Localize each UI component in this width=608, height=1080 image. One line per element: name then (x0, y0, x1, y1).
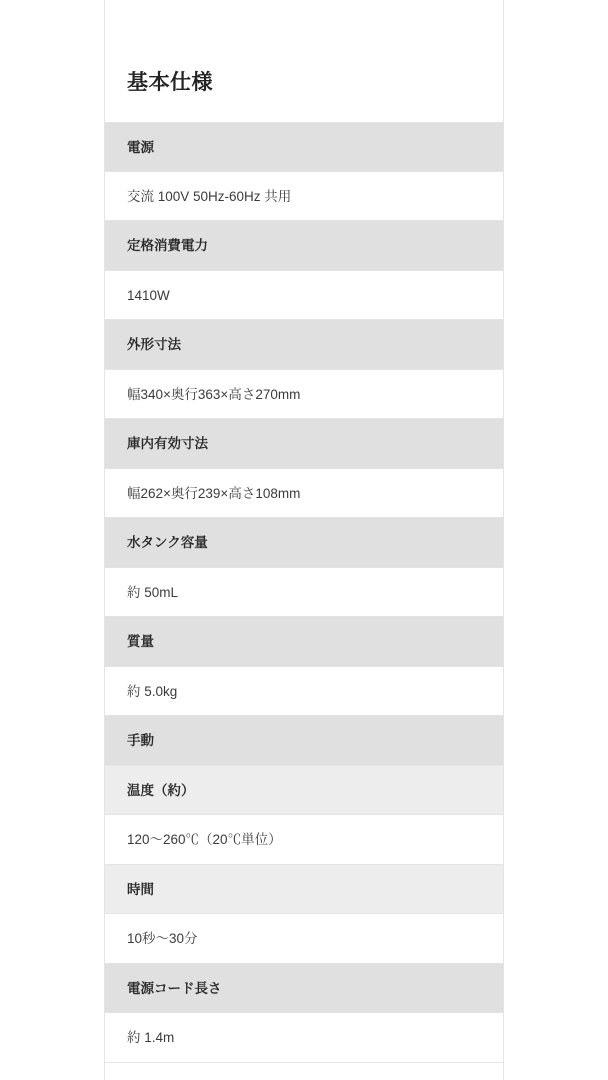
spec-value-cell: 120〜260℃（20℃単位） (105, 815, 503, 865)
spec-label-row (105, 122, 503, 172)
spec-label-cell: 定格消費電力 (105, 221, 503, 271)
spec-label-row (105, 964, 503, 1014)
specifications-table (105, 122, 503, 1063)
spec-label-row (105, 320, 503, 370)
spec-label-row (105, 766, 503, 816)
spec-value-row (105, 469, 503, 519)
spec-value-cell: 交流 100V 50Hz-60Hz 共用 (105, 172, 503, 222)
spec-value-cell: 約 5.0kg (105, 667, 503, 717)
page-title: 基本仕様 (127, 71, 213, 94)
spec-label-cell: 温度（約） (105, 766, 503, 816)
spec-value-row (105, 914, 503, 964)
spec-label-cell: 水タンク容量 (105, 518, 503, 568)
spec-value-row (105, 1013, 503, 1063)
spec-value-row (105, 667, 503, 717)
spec-value-cell: 1410W (105, 271, 503, 321)
spec-value-cell: 約 50mL (105, 568, 503, 618)
specifications-table-body (105, 122, 503, 1063)
spec-label-row (105, 221, 503, 271)
spec-value-row (105, 271, 503, 321)
spec-value-cell: 10秒〜30分 (105, 914, 503, 964)
spec-value-cell: 幅340×奥行363×高さ270mm (105, 370, 503, 420)
spec-value-row (105, 815, 503, 865)
spec-label-cell: 庫内有効寸法 (105, 419, 503, 469)
spec-value-row (105, 370, 503, 420)
spec-label-cell: 外形寸法 (105, 320, 503, 370)
spec-label-row (105, 716, 503, 766)
spec-value-row (105, 172, 503, 222)
spec-label-cell: 時間 (105, 865, 503, 915)
spec-value-cell: 約 1.4m (105, 1013, 503, 1063)
content-column (104, 0, 504, 1080)
spec-label-cell: 電源 (105, 122, 503, 172)
spec-label-row (105, 617, 503, 667)
spec-label-row (105, 865, 503, 915)
spec-label-row (105, 518, 503, 568)
spec-label-cell: 手動 (105, 716, 503, 766)
spec-value-cell: 幅262×奥行239×高さ108mm (105, 469, 503, 519)
spec-label-cell: 質量 (105, 617, 503, 667)
spec-label-cell: 電源コード長さ (105, 964, 503, 1014)
spec-value-row (105, 568, 503, 618)
spec-label-row (105, 419, 503, 469)
